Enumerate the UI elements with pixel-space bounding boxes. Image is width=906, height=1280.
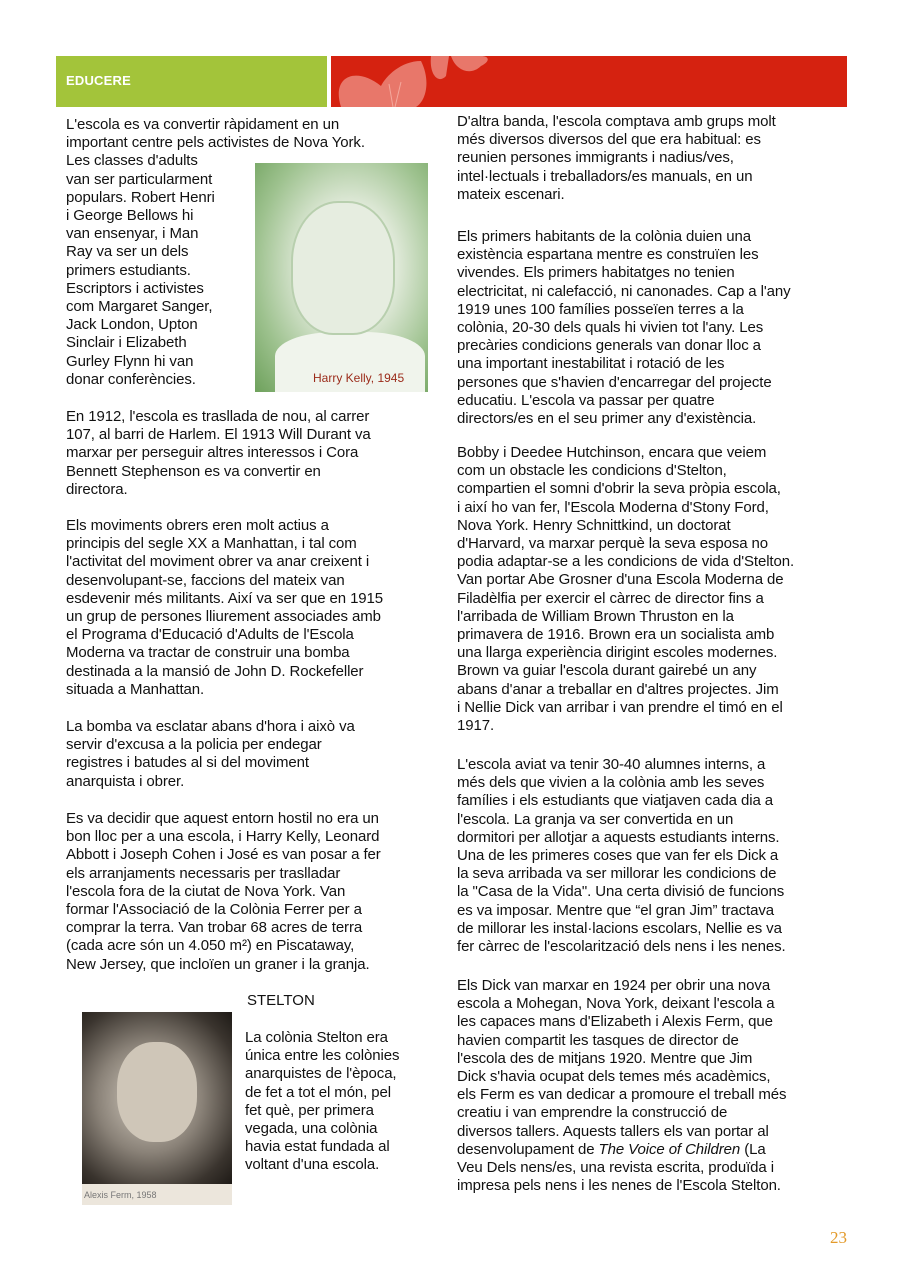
text-line: comprar la terra. Van trobar 68 acres de terra xyxy=(66,919,363,937)
publication-title: The Voice of Children xyxy=(598,1140,741,1158)
text-line: Moderna va tractar de construir una bomba xyxy=(66,644,350,662)
text-line: directora. xyxy=(66,480,128,498)
text-line: voltant d'una escola. xyxy=(245,1156,380,1174)
text-line: existència espartana mentre es construïen les xyxy=(457,246,759,264)
right-paragraph-2 xyxy=(457,228,791,428)
text-line: fet què, per primera xyxy=(245,1101,374,1119)
text-line: servir d'excusa a la policia per endegar xyxy=(66,736,322,754)
right-paragraph-4 xyxy=(457,756,786,956)
text-line: de fet a tot el món, pel xyxy=(245,1083,392,1101)
photo-caption: Harry Kelly, 1945 xyxy=(313,371,405,385)
text-line: i Nellie Dick van arribar i van prendre el timó en el xyxy=(457,698,783,716)
text-line: Ray va ser un dels xyxy=(66,243,189,261)
text-fragment: (La xyxy=(740,1140,766,1158)
text-line: i George Bellows hi xyxy=(66,207,194,225)
text-line: Els moviments obrers eren molt actius a xyxy=(66,517,329,534)
text-line: La colònia Stelton era xyxy=(245,1029,388,1046)
text-line: havia estat fundada al xyxy=(245,1138,390,1156)
text-line: principis del segle XX a Manhattan, i tal com xyxy=(66,535,357,553)
text-line: educatiu. L'escola va passar per quatre xyxy=(457,391,715,409)
text-line: única entre les colònies xyxy=(245,1047,400,1065)
text-line: Es va decidir que aquest entorn hostil no era un xyxy=(66,810,379,827)
left-paragraph-5 xyxy=(66,810,381,974)
text-line: l'escola. La granja va ser convertida en un xyxy=(457,810,734,828)
text-line: com un obstacle les condicions d'Stelton, xyxy=(457,462,727,480)
header-red-band xyxy=(331,56,847,107)
text-line: Gurley Flynn hi van xyxy=(66,352,194,370)
text-line: Bennett Stephenson es va convertir en xyxy=(66,462,321,480)
text-fragment: desenvolupament de xyxy=(457,1140,599,1158)
text-line: esdevenir més militants. Així va ser que en 1915 xyxy=(66,589,384,607)
text-line: 107, al barri de Harlem. El 1913 Will Durant va xyxy=(66,426,371,444)
text-line: Els primers habitants de la colònia duien una xyxy=(457,228,752,245)
text-line: fer càrrec de l'escolarització dels nens i les nenes. xyxy=(457,938,786,956)
text-line: Bobby i Deedee Hutchinson, encara que veiem xyxy=(457,444,767,461)
text-line: registres i batudes al si del moviment xyxy=(66,754,309,772)
text-line: podia adaptar-se a les condicions de vida d'Stelton. xyxy=(457,553,795,571)
text-line: l'escola fora de la ciutat de Nova York. Van xyxy=(66,882,346,900)
text-line: es va imposar. Mentre que “el gran Jim” tractava xyxy=(457,901,774,919)
text-line: van ensenyar, i Man xyxy=(66,225,199,243)
left-paragraph-2 xyxy=(66,408,371,499)
text-line: havien compartit les tasques de director de xyxy=(457,1031,739,1049)
text-line: una llarga experiència dirigint escoles modernes. xyxy=(457,644,778,662)
text-line: l'activitat del moviment obrer va anar creixent i xyxy=(66,553,370,571)
alexis-ferm-photo xyxy=(82,1012,232,1205)
text-line: Les classes d'adults xyxy=(66,152,198,170)
text-line: anarquistes de l'època, xyxy=(245,1065,397,1083)
page-number: 23 xyxy=(830,1228,847,1247)
text-line: persones que s'havien d'encarregar del projecte xyxy=(457,373,772,391)
text-line: vegada, una colònia xyxy=(245,1120,378,1138)
text-line: famílies i els estudiants que viatjaven cada dia a xyxy=(457,792,774,810)
text-line: 1917. xyxy=(457,717,495,735)
text-line: Brown va guiar l'escola durant gairebé un any xyxy=(457,662,757,680)
right-paragraph-3 xyxy=(457,444,794,735)
left-paragraph-4 xyxy=(66,718,355,791)
text-line: Veu Dels nens/es, una revista escrita, produïda i xyxy=(457,1159,774,1177)
text-line: creatiu i van emprendre la construcció de xyxy=(457,1104,728,1122)
text-line: L'escola aviat va tenir 30-40 alumnes interns, a xyxy=(457,756,766,773)
text-line: formar l'Associació de la Colònia Ferrer per a xyxy=(66,901,362,919)
text-line: situada a Manhattan. xyxy=(66,680,205,698)
text-line: vivendes. Els primers habitatges no tenien xyxy=(457,264,735,282)
text-line: i així ho van fer, l'Escola Moderna d'Stony Ford, xyxy=(457,498,769,516)
right-paragraph-1 xyxy=(457,113,776,204)
text-line: anarquista i obrer. xyxy=(66,772,185,790)
text-line: desenvolupant-se, faccions del mateix van xyxy=(66,571,345,589)
text-line: compartien el somni d'obrir la seva pròpia escola, xyxy=(457,480,781,498)
text-line: intel·lectuals i treballadors/es manuals, en un xyxy=(457,167,753,185)
text-line: directors/es en el seu primer any d'existència. xyxy=(457,410,757,428)
text-line: La bomba va esclatar abans d'hora i això va xyxy=(66,718,355,735)
text-line xyxy=(457,1141,786,1159)
text-line: L'escola es va convertir ràpidament en un xyxy=(66,116,340,133)
text-line: més diversos diversos del que era habitual: es xyxy=(457,131,761,149)
text-line: primers estudiants. xyxy=(66,261,191,279)
text-line: New Jersey, que incloïen un graner i la granja. xyxy=(66,955,370,973)
photo-caption: Alexis Ferm, 1958 xyxy=(84,1190,157,1200)
text-line: les capaces mans d'Elizabeth i Alexis Ferm, que xyxy=(457,1013,773,1031)
text-line: Els Dick van marxar en 1924 per obrir una nova xyxy=(457,977,771,994)
text-line: marxar per perseguir altres interessos i Cora xyxy=(66,444,359,462)
text-line: Nova York. Henry Schnittkind, un doctorat xyxy=(457,516,731,534)
section-heading-stelton: STELTON xyxy=(247,992,315,1009)
text-line: Escriptors i activistes xyxy=(66,279,204,297)
text-line: donar conferències. xyxy=(66,370,196,388)
text-line: abans d'anar a treballar en d'altres projectes. Jim xyxy=(457,680,779,698)
text-line: més dels que vivien a la colònia amb les seves xyxy=(457,774,765,792)
text-line: En 1912, l'escola es trasllada de nou, al carrer xyxy=(66,408,370,425)
butterfly-decoration-icon xyxy=(331,56,847,107)
text-line: diversos tallers. Aquests tallers els van portar al xyxy=(457,1122,769,1140)
left-paragraph-3 xyxy=(66,517,383,699)
text-line: una important inestabilitat i rotació de les xyxy=(457,355,725,373)
text-line: Dick s'havia ocupat dels temes més acadèmics, xyxy=(457,1068,771,1086)
text-line: Filadèlfia per exercir el càrrec de director fins a xyxy=(457,589,764,607)
text-line: reunien persones immigrants i nadius/ves, xyxy=(457,149,734,167)
text-line: l'escola des de mitjans 1920. Mentre que Jim xyxy=(457,1049,753,1067)
text-line: un grup de persones lliurement associades amb xyxy=(66,608,381,626)
text-line: els Ferm es van dedicar a promoure el treball més xyxy=(457,1086,787,1104)
text-line: Una de les primeres coses que van fer els Dick a xyxy=(457,847,779,865)
text-line: primavera de 1916. Brown era un socialista amb xyxy=(457,626,775,644)
text-line: important centre pels activistes de Nova York. xyxy=(66,134,365,152)
text-line: l'arribada de William Brown Thruston en la xyxy=(457,607,734,625)
text-line: Van portar Abe Grosner d'una Escola Moderna de xyxy=(457,571,784,589)
text-line: Sinclair i Elizabeth xyxy=(66,334,187,352)
text-line: mateix escenari. xyxy=(457,185,565,203)
text-line: escola a Mohegan, Nova York, deixant l'escola a xyxy=(457,995,775,1013)
text-line: precàries condicions generals van donar lloc a xyxy=(457,337,761,355)
text-line: dormitori per allotjar a aquests estudiants interns. xyxy=(457,828,780,846)
text-line: destinada a la mansió de John D. Rockefeller xyxy=(66,662,364,680)
text-line: populars. Robert Henri xyxy=(66,188,215,206)
text-line: impresa pels nens i les nenes de l'Escola Stelton. xyxy=(457,1177,781,1195)
text-line: bon lloc per a una escola, i Harry Kelly, Leonard xyxy=(66,828,380,846)
text-line: la "Casa de la Vida". Una certa divisió de funcions xyxy=(457,883,785,901)
text-line: Abbott i Joseph Cohen i José es van posar a fer xyxy=(66,846,381,864)
text-line: Jack London, Upton xyxy=(66,316,198,334)
text-line: van ser particularment xyxy=(66,170,213,188)
text-line: com Margaret Sanger, xyxy=(66,298,213,316)
text-line: D'altra banda, l'escola comptava amb grups molt xyxy=(457,113,776,130)
section-title: EDUCERE xyxy=(66,73,131,88)
text-line: 1919 unes 100 famílies posseïen terres a la xyxy=(457,300,744,318)
text-line: electricitat, ni calefacció, ni canonades. Cap a l'any xyxy=(457,282,791,300)
text-line: (cada acre són un 4.050 m²) en Piscataway, xyxy=(66,937,355,955)
harry-kelly-photo xyxy=(255,163,428,392)
text-line: el Programa d'Educació d'Adults de l'Escola xyxy=(66,626,354,644)
text-line: de millorar les instal·lacions escolars, Nellie es va xyxy=(457,919,782,937)
right-paragraph-5 xyxy=(457,977,786,1195)
text-line: la seva arribada va ser millorar les condicions de xyxy=(457,865,777,883)
left-paragraph-6 xyxy=(245,1029,399,1175)
text-line: colònia, 20-30 dels quals hi vivien tot l'any. Les xyxy=(457,319,764,337)
text-line: d'Harvard, va marxar perquè la seva esposa no xyxy=(457,535,769,553)
text-line: els arranjaments necessaris per traslladar xyxy=(66,864,341,882)
